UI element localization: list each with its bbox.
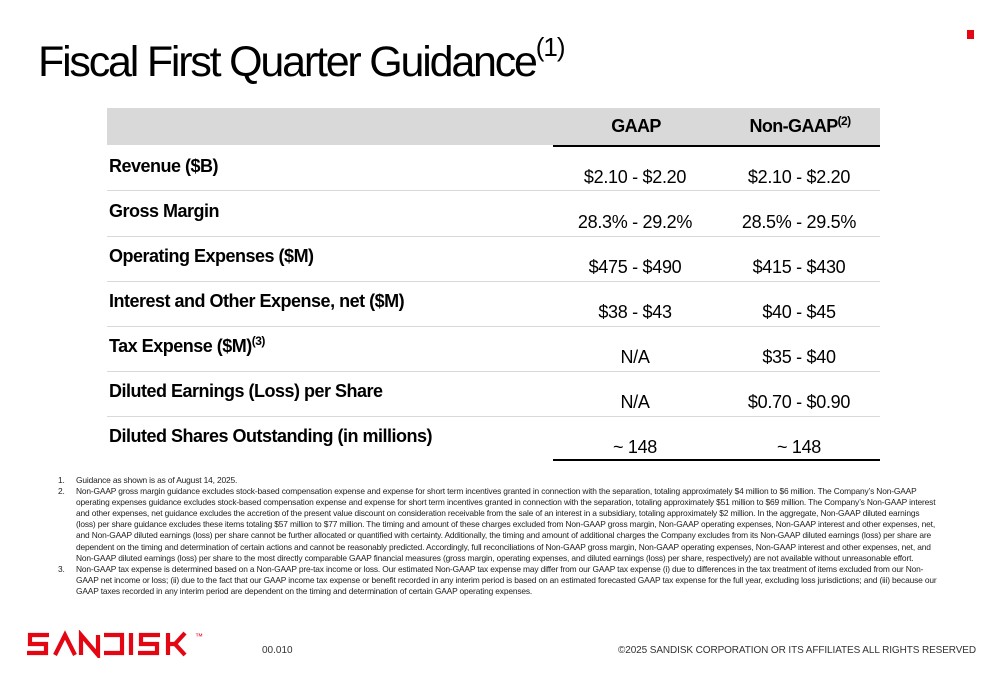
sandisk-logo [25, 630, 210, 658]
table-row [107, 195, 880, 240]
table-row [107, 240, 880, 285]
nongaap-value: ~ 148 [776, 437, 822, 457]
tax-footnote-ref: (3) [251, 334, 265, 348]
row-label: Operating Expenses ($M) [109, 246, 314, 266]
footnote [58, 564, 940, 597]
table-row [107, 150, 880, 195]
column-header-nongaap: Non-GAAP$^{(2)}$ [749, 114, 851, 136]
copyright-notice: ©2025 SANDISK CORPORATION OR ITS AFFILIATES ALL RIGHTS RESERVED [617, 645, 976, 656]
table-row [107, 330, 880, 375]
row-label: Tax Expense ($M)$^{(3)}$ [109, 334, 265, 356]
gaap-value: $38 - $43 [598, 302, 672, 322]
footnote-number: 3. [58, 563, 65, 574]
footnote-text: Non-GAAP gross margin guidance excludes stock-based compensation expense and expense for short term incentives granted in connection with the separation, totaling approximately $4 million to $6 million. The Company’s Non-GAAP operating expenses guidance excludes stock-based compensation expense and expense for short term incentives granted in connection with the separation, totaling approximately $51 million to $69 million. The Company’s Non-GAAP interest and other expenses, net guidance excludes the accretion of the present value discount on consideration receivable from the sale of an interest in a subsidiary, totaling approximately $2 million. In the aggregate, Non-GAAP diluted earnings (loss) per share guidance excludes these items totaling $57 million to $77 million. The timing and amount of these charges excluded from Non-GAAP gross margin, Non-GAAP operating expenses, Non-GAAP interest and other expenses, net, and Non-GAAP diluted earnings (loss) per share cannot be further allocated or quantified with certainty. Additionally, the timing and amount of additional charges the Company excludes from its Non-GAAP diluted earnings (loss) per share are dependent on the timing and determination of certain actions and cannot be reasonably predicted. Accordingly, full reconciliations of Non-GAAP gross margin, Non-GAAP operating expenses, Non-GAAP interest and other expenses, net, and Non-GAAP diluted earnings (loss) per share to the most directly comparable GAAP financial measures (gross margin, operating expenses, and diluted earnings (loss) per share, respectively) are not available without unreasonable effort. [76, 486, 936, 563]
row-divider [107, 281, 880, 282]
page-title [38, 32, 565, 88]
row-divider [107, 416, 880, 417]
column-header-gaap: GAAP [611, 116, 661, 136]
title-footnote-ref: (1) [535, 32, 565, 62]
logo-letter-s [27, 635, 49, 653]
footnote-number: 1. [58, 475, 65, 485]
trademark-mark: ™ [195, 632, 203, 641]
footnote-text: Non-GAAP tax expense is determined based on a Non-GAAP pre-tax income or loss. Our estimated Non-GAAP tax expense may differ from our GAAP tax expense (i) due to differences in the tax treatment of items excluded from our Non-GAAP net income or loss; (ii) due to the fact that our GAAP income tax expense or benefit recorded in any interim period is based on an estimated forecasted GAAP tax expense for the full year, excluding loss jurisdictions; and (iii) because our GAAP taxes recorded in any interim period are dependent on the timing and determination of certain GAAP operating expenses. [76, 563, 937, 596]
gaap-value: N/A [620, 347, 650, 367]
logo-letter-s2 [138, 635, 160, 653]
logo-letter-a [55, 635, 75, 655]
row-label: Diluted Shares Outstanding (in millions) [109, 426, 433, 446]
gaap-value: N/A [620, 392, 650, 412]
nongaap-value: $40 - $45 [762, 302, 836, 322]
footnote [58, 486, 940, 564]
logo-letter-n [81, 635, 98, 655]
gaap-value: $475 - $490 [588, 257, 682, 277]
table-row [107, 285, 880, 330]
corner-accent-mark [967, 30, 974, 39]
table-row [107, 375, 880, 420]
footnote-text: Guidance as shown is as of August 14, 2025. [76, 475, 238, 485]
row-label: Revenue ($B) [109, 156, 219, 176]
nongaap-value: 28.5% - 29.5% [741, 212, 857, 232]
row-label: Gross Margin [109, 201, 220, 221]
row-divider [107, 236, 880, 237]
page-number: 00.010 [262, 645, 293, 656]
row-label: Diluted Earnings (Loss) per Share [109, 381, 383, 401]
footnotes [58, 475, 940, 597]
nongaap-value: $2.10 - $2.20 [747, 167, 851, 187]
footnote [58, 475, 940, 486]
page-title-text: Fiscal First Quarter Guidance [38, 38, 536, 86]
table-bottom-rule [553, 459, 880, 461]
row-divider [107, 371, 880, 372]
nongaap-value: $0.70 - $0.90 [747, 392, 851, 412]
nongaap-value: $415 - $430 [752, 257, 846, 277]
gaap-value: ~ 148 [612, 437, 658, 457]
logo-letter-d [104, 635, 122, 653]
nongaap-value: $35 - $40 [762, 347, 836, 367]
row-label: Interest and Other Expense, net ($M) [109, 291, 405, 311]
row-divider [107, 190, 880, 191]
footnote-number: 2. [58, 486, 65, 497]
logo-letter-k [168, 633, 185, 655]
nongaap-footnote-ref: (2) [837, 114, 851, 128]
header-rule [553, 145, 880, 147]
logo-text: SANDISK [25, 630, 30, 631]
row-divider [107, 326, 880, 327]
gaap-value: $2.10 - $2.20 [583, 167, 687, 187]
gaap-value: 28.3% - 29.2% [577, 212, 693, 232]
